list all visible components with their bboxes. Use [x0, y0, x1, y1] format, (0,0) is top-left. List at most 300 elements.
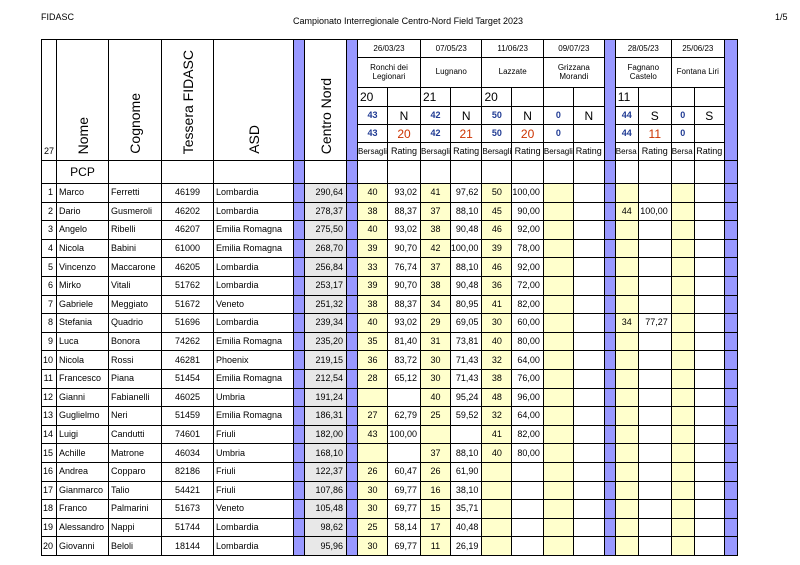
row-bersagli: 45 — [482, 202, 512, 221]
row-rating — [694, 444, 724, 463]
separator — [294, 258, 305, 277]
row-tessera: 46199 — [162, 184, 214, 203]
event-location: Lugnano — [421, 58, 482, 88]
table-row — [42, 239, 738, 258]
row-rating: 88,10 — [450, 258, 482, 277]
row-rating: 72,00 — [512, 276, 544, 295]
row-asd: Lombardia — [214, 276, 294, 295]
row-bersagli — [482, 518, 512, 537]
row-rating: 96,00 — [512, 388, 544, 407]
event-participants: 20 — [388, 125, 421, 143]
cell — [638, 161, 671, 184]
row-bersagli — [615, 500, 638, 519]
row-rating — [638, 184, 671, 203]
row-bersagli — [543, 462, 573, 481]
row-bersagli — [615, 462, 638, 481]
row-cognome: Fabianelli — [109, 388, 162, 407]
row-asd: Umbria — [214, 444, 294, 463]
separator — [294, 239, 305, 258]
row-bersagli: 32 — [482, 407, 512, 426]
row-rating: 58,14 — [388, 518, 421, 537]
table-row — [42, 202, 738, 221]
row-rank: 19 — [42, 518, 57, 537]
row-tessera: 74262 — [162, 332, 214, 351]
table-row — [42, 332, 738, 351]
row-total: 219,15 — [305, 351, 347, 370]
row-bersagli — [543, 369, 573, 388]
row-asd: Lombardia — [214, 202, 294, 221]
row-rating: 35,71 — [450, 500, 482, 519]
separator — [604, 295, 615, 314]
row-rating: 71,43 — [450, 351, 482, 370]
row-rating — [573, 537, 604, 556]
header-tessera-text: Tessera FIDASC — [179, 49, 196, 154]
separator — [347, 184, 358, 203]
cell — [615, 161, 638, 184]
row-rating: 100,00 — [638, 202, 671, 221]
event-max-targets-2: 42 — [421, 125, 451, 143]
event-date: 28/05/23 — [615, 40, 671, 58]
row-total: 186,31 — [305, 407, 347, 426]
header-centro-nord-text: Centro Nord — [317, 77, 334, 154]
row-total: 251,32 — [305, 295, 347, 314]
row-rating: 71,43 — [450, 369, 482, 388]
row-rating: 60,47 — [388, 462, 421, 481]
row-bersagli — [615, 332, 638, 351]
separator — [347, 388, 358, 407]
row-nome: Luigi — [57, 425, 109, 444]
header-nome-text: Nome — [74, 116, 91, 154]
separator — [347, 258, 358, 277]
row-rating — [573, 314, 604, 333]
separator — [347, 40, 358, 161]
table-row — [42, 537, 738, 556]
row-bersagli — [615, 221, 638, 240]
row-rating — [694, 202, 724, 221]
separator — [724, 444, 737, 463]
separator — [294, 407, 305, 426]
row-bersagli — [615, 258, 638, 277]
row-rank: 15 — [42, 444, 57, 463]
row-bersagli — [671, 295, 694, 314]
row-rank: 5 — [42, 258, 57, 277]
separator — [724, 202, 737, 221]
separator — [347, 407, 358, 426]
row-rating: 82,00 — [512, 425, 544, 444]
row-tessera: 51459 — [162, 407, 214, 426]
row-tessera: 51696 — [162, 314, 214, 333]
separator — [724, 537, 737, 556]
row-rating: 100,00 — [512, 184, 544, 203]
row-nome: Guglielmo — [57, 407, 109, 426]
row-bersagli — [671, 221, 694, 240]
row-rating — [638, 221, 671, 240]
row-bersagli: 17 — [421, 518, 451, 537]
row-rating — [512, 518, 544, 537]
table-row — [42, 500, 738, 519]
row-cognome: Copparo — [109, 462, 162, 481]
separator — [294, 425, 305, 444]
row-bersagli — [671, 425, 694, 444]
row-bersagli: 39 — [482, 239, 512, 258]
row-bersagli — [671, 184, 694, 203]
org-label: FIDASC — [41, 12, 75, 22]
row-bersagli — [671, 518, 694, 537]
row-rating — [512, 500, 544, 519]
row-bersagli — [543, 444, 573, 463]
row-rating — [638, 332, 671, 351]
table-row — [42, 276, 738, 295]
row-rating — [638, 500, 671, 519]
row-bersagli: 42 — [421, 239, 451, 258]
row-rating: 38,10 — [450, 481, 482, 500]
bersagli-label: Bersagli — [482, 143, 512, 161]
event-location: Fagnano Castelo — [615, 58, 671, 88]
row-tessera: 46034 — [162, 444, 214, 463]
category-label: PCP — [57, 161, 109, 184]
row-asd: Emilia Romagna — [214, 221, 294, 240]
row-bersagli: 39 — [358, 276, 388, 295]
row-rating — [573, 518, 604, 537]
event-max-targets-2: 43 — [358, 125, 388, 143]
header-nome — [57, 40, 109, 161]
row-bersagli — [421, 425, 451, 444]
table-row — [42, 518, 738, 537]
row-nome: Gianmarco — [57, 481, 109, 500]
separator — [604, 202, 615, 221]
rating-label: Rating — [388, 143, 421, 161]
row-total: 278,37 — [305, 202, 347, 221]
event-location: Ronchi dei Legionari — [358, 58, 421, 88]
cell — [482, 161, 512, 184]
row-rating: 62,79 — [388, 407, 421, 426]
row-rating — [573, 239, 604, 258]
row-nome: Nicola — [57, 351, 109, 370]
row-cognome: Ribelli — [109, 221, 162, 240]
row-rating — [638, 239, 671, 258]
separator — [347, 462, 358, 481]
row-rating — [638, 537, 671, 556]
row-rating: 88,10 — [450, 444, 482, 463]
separator — [294, 462, 305, 481]
row-nome: Andrea — [57, 462, 109, 481]
row-bersagli — [671, 462, 694, 481]
rating-label: Rating — [638, 143, 671, 161]
row-rating — [638, 388, 671, 407]
row-asd: Lombardia — [214, 537, 294, 556]
row-nome: Stefania — [57, 314, 109, 333]
row-rating — [512, 462, 544, 481]
row-rating: 78,00 — [512, 239, 544, 258]
row-rating: 88,37 — [388, 202, 421, 221]
row-asd: Veneto — [214, 295, 294, 314]
row-rating: 65,12 — [388, 369, 421, 388]
separator — [604, 518, 615, 537]
row-bersagli: 29 — [421, 314, 451, 333]
row-bersagli — [482, 500, 512, 519]
rating-label: Rating — [573, 143, 604, 161]
row-asd: Veneto — [214, 500, 294, 519]
row-cognome: Palmarini — [109, 500, 162, 519]
row-rating: 82,00 — [512, 295, 544, 314]
row-bersagli — [543, 351, 573, 370]
row-bersagli — [615, 444, 638, 463]
row-bersagli — [671, 369, 694, 388]
separator — [604, 161, 615, 184]
table-row — [42, 425, 738, 444]
row-bersagli — [543, 332, 573, 351]
row-bersagli — [615, 537, 638, 556]
separator — [724, 500, 737, 519]
row-rating: 76,00 — [512, 369, 544, 388]
row-bersagli: 30 — [421, 351, 451, 370]
separator — [347, 518, 358, 537]
row-rating: 92,00 — [512, 258, 544, 277]
cell — [162, 161, 214, 184]
row-bersagli — [358, 388, 388, 407]
row-tessera: 51744 — [162, 518, 214, 537]
row-rating — [573, 332, 604, 351]
row-bersagli: 32 — [482, 351, 512, 370]
row-rating — [694, 351, 724, 370]
row-bersagli — [543, 276, 573, 295]
row-bersagli: 46 — [482, 221, 512, 240]
row-bersagli — [358, 444, 388, 463]
row-bersagli: 38 — [482, 369, 512, 388]
row-rank: 2 — [42, 202, 57, 221]
row-rating: 61,90 — [450, 462, 482, 481]
row-tessera: 51672 — [162, 295, 214, 314]
row-rating: 81,40 — [388, 332, 421, 351]
row-bersagli: 37 — [421, 258, 451, 277]
separator — [604, 221, 615, 240]
row-cognome: Vitali — [109, 276, 162, 295]
row-bersagli — [671, 537, 694, 556]
row-bersagli: 26 — [358, 462, 388, 481]
row-bersagli: 34 — [421, 295, 451, 314]
table-row — [42, 407, 738, 426]
separator — [604, 407, 615, 426]
row-rating: 80,00 — [512, 444, 544, 463]
separator — [604, 462, 615, 481]
row-rating — [694, 276, 724, 295]
separator — [347, 276, 358, 295]
row-rating — [638, 425, 671, 444]
row-cognome: Babini — [109, 239, 162, 258]
row-total: 212,54 — [305, 369, 347, 388]
row-bersagli — [543, 295, 573, 314]
cell — [573, 88, 604, 107]
cell — [671, 161, 694, 184]
row-bersagli — [615, 369, 638, 388]
row-rating — [512, 481, 544, 500]
row-tessera: 18144 — [162, 537, 214, 556]
separator — [724, 462, 737, 481]
row-bersagli: 50 — [482, 184, 512, 203]
row-rating — [388, 388, 421, 407]
event-flag: S — [694, 107, 724, 125]
row-rating: 80,00 — [512, 332, 544, 351]
row-rating — [573, 351, 604, 370]
separator — [724, 221, 737, 240]
separator — [347, 332, 358, 351]
row-bersagli: 25 — [358, 518, 388, 537]
separator — [347, 239, 358, 258]
cell — [694, 161, 724, 184]
row-rating — [573, 481, 604, 500]
separator — [604, 351, 615, 370]
row-total: 290,64 — [305, 184, 347, 203]
header-cognome-text: Cognome — [127, 93, 143, 154]
event-num: 20 — [358, 88, 388, 107]
row-bersagli — [482, 462, 512, 481]
rating-label: Rating — [694, 143, 724, 161]
separator — [347, 295, 358, 314]
separator — [294, 184, 305, 203]
row-rank: 16 — [42, 462, 57, 481]
row-asd: Friuli — [214, 425, 294, 444]
row-rank: 6 — [42, 276, 57, 295]
header-asd — [214, 40, 294, 161]
page-number: 1/5 — [775, 12, 788, 22]
row-bersagli: 35 — [358, 332, 388, 351]
row-rating — [638, 258, 671, 277]
separator — [724, 425, 737, 444]
row-asd: Friuli — [214, 481, 294, 500]
separator — [347, 161, 358, 184]
row-bersagli: 36 — [358, 351, 388, 370]
row-nome: Dario — [57, 202, 109, 221]
row-bersagli: 46 — [482, 258, 512, 277]
row-bersagli: 27 — [358, 407, 388, 426]
separator — [604, 537, 615, 556]
row-rating: 69,05 — [450, 314, 482, 333]
row-rating — [450, 425, 482, 444]
row-cognome: Beloli — [109, 537, 162, 556]
event-max-targets: 44 — [615, 107, 638, 125]
table-row — [42, 481, 738, 500]
separator — [604, 388, 615, 407]
separator — [294, 388, 305, 407]
row-total: 235,20 — [305, 332, 347, 351]
row-bersagli — [543, 258, 573, 277]
row-rating — [512, 537, 544, 556]
table-row — [42, 184, 738, 203]
table-row — [42, 388, 738, 407]
event-location: Grizzana Morandi — [543, 58, 604, 88]
row-bersagli — [615, 518, 638, 537]
row-rating — [638, 407, 671, 426]
cell — [305, 161, 347, 184]
row-tessera: 61000 — [162, 239, 214, 258]
separator — [294, 518, 305, 537]
separator — [294, 276, 305, 295]
table-row — [42, 351, 738, 370]
row-bersagli: 30 — [358, 481, 388, 500]
separator — [347, 351, 358, 370]
row-bersagli: 38 — [358, 295, 388, 314]
event-max-targets: 42 — [421, 107, 451, 125]
row-total: 191,24 — [305, 388, 347, 407]
row-bersagli — [671, 276, 694, 295]
row-rating — [694, 184, 724, 203]
cell — [638, 88, 671, 107]
separator — [724, 351, 737, 370]
event-max-targets: 0 — [671, 107, 694, 125]
separator — [294, 444, 305, 463]
row-nome: Marco — [57, 184, 109, 203]
row-bersagli: 34 — [615, 314, 638, 333]
row-bersagli — [543, 239, 573, 258]
row-nome: Achille — [57, 444, 109, 463]
event-participants: 21 — [450, 125, 482, 143]
row-bersagli — [671, 239, 694, 258]
row-bersagli: 40 — [358, 221, 388, 240]
cell — [109, 161, 162, 184]
row-tessera: 46281 — [162, 351, 214, 370]
row-rating — [573, 276, 604, 295]
row-rating — [694, 332, 724, 351]
row-total: 98,62 — [305, 518, 347, 537]
row-rating: 69,77 — [388, 481, 421, 500]
cell — [512, 88, 544, 107]
separator — [604, 314, 615, 333]
separator — [294, 481, 305, 500]
separator — [604, 500, 615, 519]
row-total: 239,34 — [305, 314, 347, 333]
row-rating: 26,19 — [450, 537, 482, 556]
row-bersagli — [671, 258, 694, 277]
row-bersagli — [615, 407, 638, 426]
cell — [450, 161, 482, 184]
event-participants: 20 — [512, 125, 544, 143]
row-nome: Franco — [57, 500, 109, 519]
separator — [294, 500, 305, 519]
row-rating — [573, 444, 604, 463]
row-cognome: Matrone — [109, 444, 162, 463]
row-rating — [573, 500, 604, 519]
row-bersagli — [543, 537, 573, 556]
event-max-targets-2: 0 — [543, 125, 573, 143]
event-participants — [573, 125, 604, 143]
separator — [347, 369, 358, 388]
row-bersagli — [543, 184, 573, 203]
row-nome: Alessandro — [57, 518, 109, 537]
row-rating — [694, 462, 724, 481]
row-bersagli: 26 — [421, 462, 451, 481]
row-rating: 40,48 — [450, 518, 482, 537]
cell — [421, 161, 451, 184]
cell — [694, 88, 724, 107]
row-bersagli — [615, 295, 638, 314]
header-asd-text: ASD — [245, 125, 262, 154]
event-flag: N — [573, 107, 604, 125]
row-rating: 93,02 — [388, 314, 421, 333]
row-total: 168,10 — [305, 444, 347, 463]
row-bersagli: 48 — [482, 388, 512, 407]
row-rating — [694, 258, 724, 277]
row-rating — [694, 239, 724, 258]
row-bersagli: 30 — [358, 500, 388, 519]
row-bersagli: 38 — [421, 276, 451, 295]
bersagli-label: Bersa — [671, 143, 694, 161]
row-nome: Angelo — [57, 221, 109, 240]
row-rating — [638, 295, 671, 314]
row-nome: Nicola — [57, 239, 109, 258]
row-rank: 14 — [42, 425, 57, 444]
row-bersagli — [543, 388, 573, 407]
row-rank: 4 — [42, 239, 57, 258]
